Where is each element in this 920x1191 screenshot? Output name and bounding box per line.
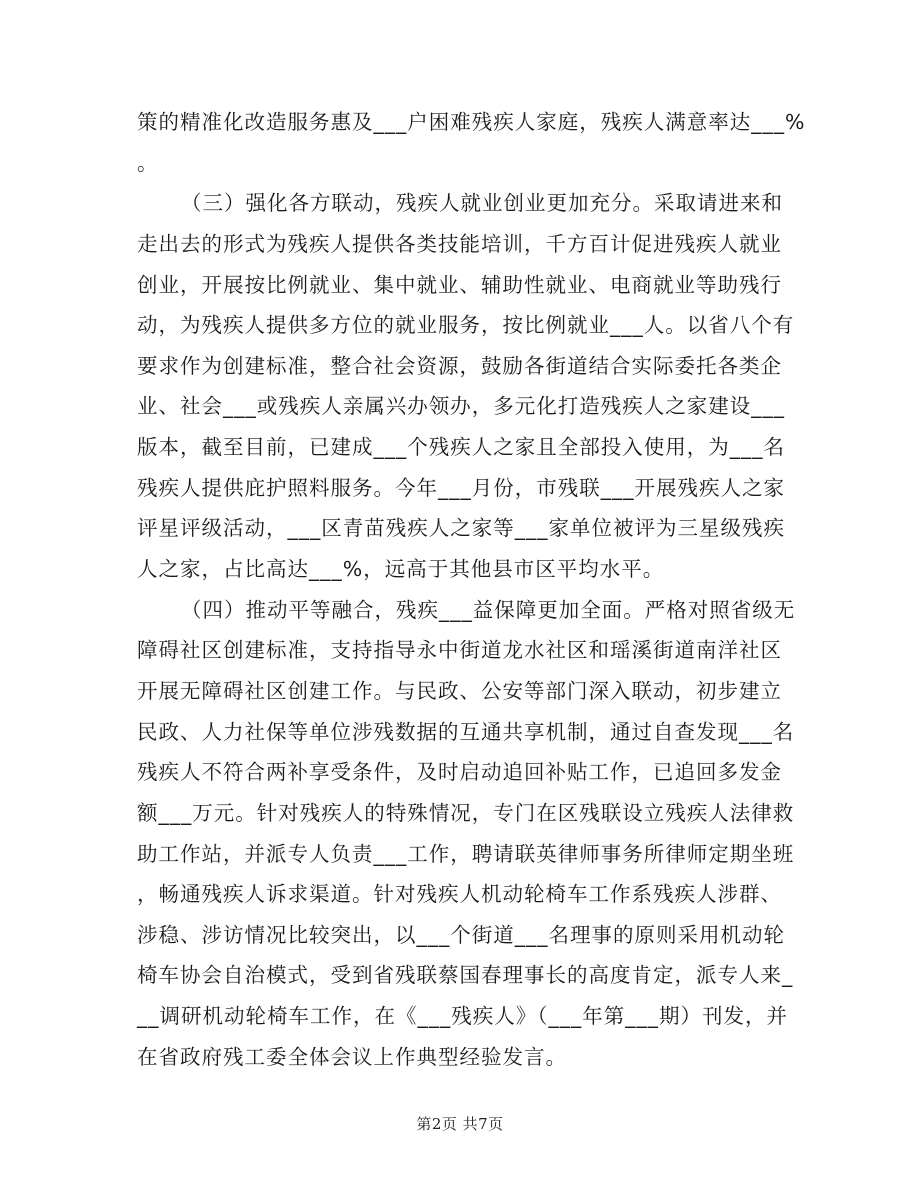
text-line: 民政、人力社保等单位涉残数据的互通共享机制，通过自查发现___名 — [137, 719, 795, 744]
text-line: 评星评级活动，___区青苗残疾人之家等___家单位被评为三星级残疾 — [137, 516, 785, 541]
text-line: 。 — [137, 150, 159, 175]
text-line: 要求作为创建标准，整合社会资源，鼓励各街道结合实际委托各类企 — [137, 353, 782, 378]
text-line: 走出去的形式为残疾人提供各类技能培训，千方百计促进残疾人就业 — [137, 231, 782, 256]
text-line: 动，为残疾人提供多方位的就业服务，按比例就业___人。以省八个有 — [137, 313, 795, 338]
text-line: 残疾人提供庇护照料服务。今年___月份，市残联___开展残疾人之家 — [137, 475, 785, 500]
text-line: 涉稳、涉访情况比较突出，以___个街道___名理事的原则采用机动轮 — [137, 922, 785, 947]
text-line: 障碍社区创建标准，支持指导永中街道龙水社区和瑶溪街道南洋社区 — [137, 638, 782, 663]
text-line: 额___万元。针对残疾人的特殊情况，专门在区残联设立残疾人法律救 — [137, 800, 795, 825]
text-line: 在省政府残工委全体会议上作典型经验发言。 — [137, 1044, 567, 1069]
text-line: 业、社会___或残疾人亲属兴办领办，多元化打造残疾人之家建设___ — [137, 394, 785, 419]
text-line: 人之家，占比高达___%，远高于其他县市区平均水平。 — [137, 557, 665, 582]
text-line: 版本，截至目前，已建成___个残疾人之家且全部投入使用，为___名 — [137, 435, 785, 460]
text-line: 助工作站，并派专人负责___工作，聘请联英律师事务所律师定期坐班 — [137, 841, 795, 866]
text-line: 策的精准化改造服务惠及___户困难残疾人家庭，残疾人满意率达___% — [137, 110, 806, 134]
text-line: __调研机动轮椅车工作，在《___残疾人》（___年第___期）刊发，并 — [137, 1004, 788, 1029]
text-line: ，畅通残疾人诉求渠道。针对残疾人机动轮椅车工作系残疾人涉群、 — [137, 882, 782, 907]
text-line: 椅车协会自治模式，受到省残联蔡国春理事长的高度肯定，派专人来_ — [137, 963, 794, 988]
document-body — [137, 102, 806, 1077]
page-number-footer: 第2页 共7页 — [416, 1115, 504, 1133]
text-line: 开展无障碍社区创建工作。与民政、公安等部门深入联动，初步建立 — [137, 678, 782, 703]
section-4-heading-line: （四）推动平等融合，残疾___益保障更加全面。严格对照省级无 — [181, 597, 796, 622]
section-3-heading-line: （三）强化各方联动，残疾人就业创业更加充分。采取请进来和 — [181, 191, 783, 216]
text-line: 残疾人不符合两补享受条件，及时启动追回补贴工作，已追回多发金 — [137, 760, 782, 785]
text-line: 创业，开展按比例就业、集中就业、辅助性就业、电商就业等助残行 — [137, 272, 782, 297]
